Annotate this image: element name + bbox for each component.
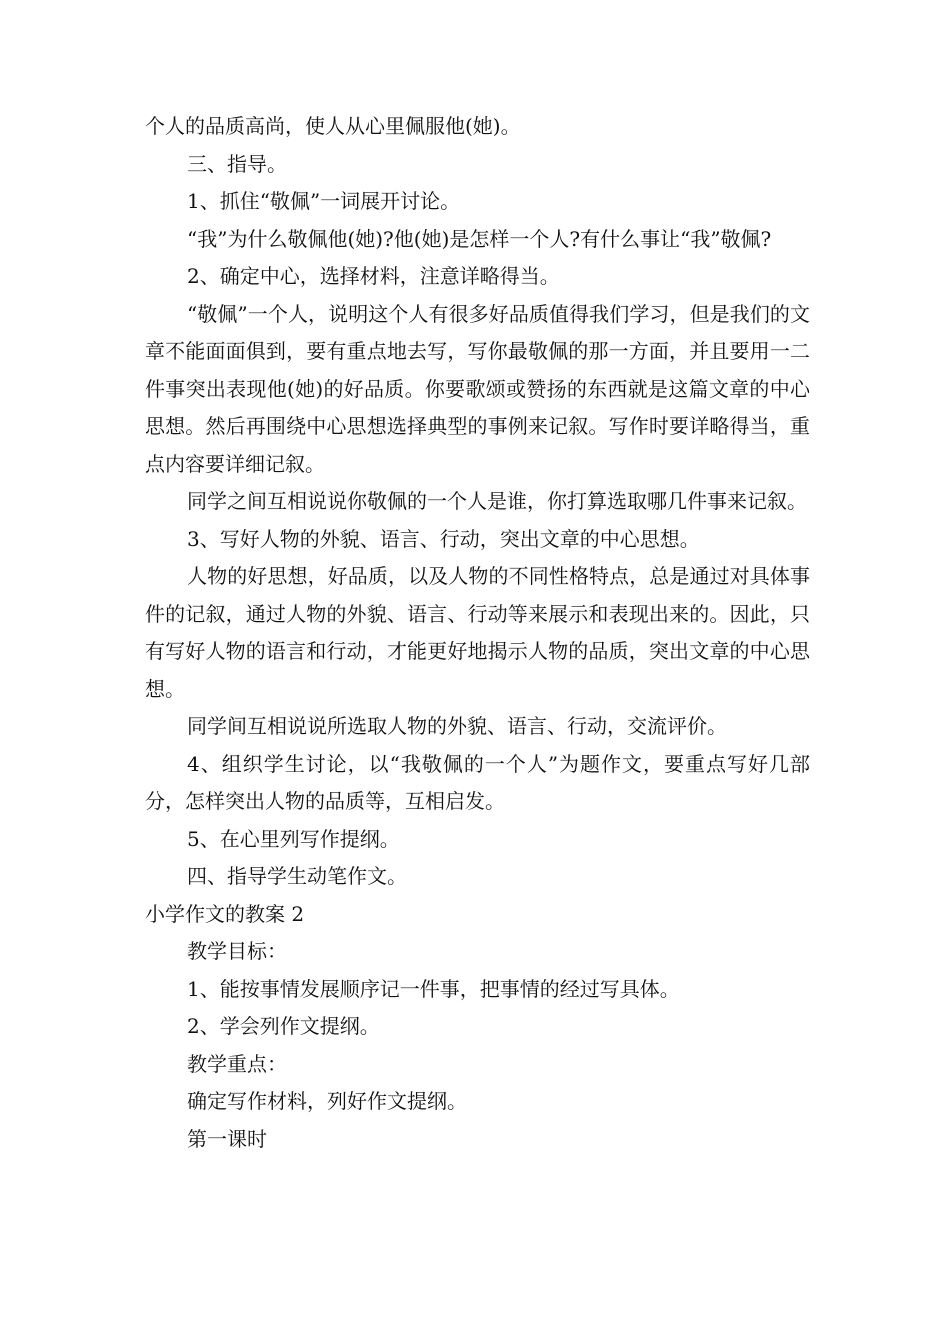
paragraph-questions: “我”为什么敬佩他(她)?他(她)是怎样一个人?有什么事让“我”敬佩?: [187, 226, 772, 251]
paragraph-continuation: 个人的品质高尚，使人从心里佩服他(她)。: [145, 114, 521, 138]
list-item-2: 2、确定中心，选择材料，注意详略得当。: [187, 264, 560, 288]
list-item-5: 5、在心里列写作提纲。: [187, 826, 400, 851]
first-lesson-heading: 第一课时: [187, 1126, 267, 1151]
teaching-focus-heading: 教学重点：: [187, 1051, 287, 1076]
paragraph-peer-review: 同学间互相说说所选取人物的外貌、语言、行动，交流评价。: [187, 714, 727, 738]
teaching-focus-text: 确定写作材料，列好作文提纲。: [187, 1089, 467, 1113]
list-item-3: 3、写好人物的外貌、语言、行动，突出文章的中心思想。: [187, 526, 700, 551]
paragraph-explanation: “敬佩”一个人，说明这个人有很多好品质值得我们学习，但是我们的文章不能面面俱到，要有重点地去写，写你最敬佩的那一方面，并且要用一二件事突出表现他(她)的好品质。你要歌颂或赞扬的东西就是这篇文章的中心思想。然后再围绕中心思想选择典型的事例来记叙。写作时要详略得当，重点内容要详细记叙。: [145, 301, 810, 476]
goal-item-1: 1、能按事情发展顺序记一件事，把事情的经过写具体。: [187, 976, 680, 1001]
paragraph-discussion: 同学之间互相说说你敬佩的一个人是谁，你打算选取哪几件事来记叙。: [187, 489, 807, 513]
section-heading-writing: 四、指导学生动笔作文。: [187, 864, 407, 888]
lesson-plan-title: 小学作文的教案 2: [145, 901, 305, 926]
teaching-goals-heading: 教学目标：: [187, 939, 287, 963]
list-item-4: 4、组织学生讨论，以“我敬佩的一个人”为题作文，要重点写好几部分，怎样突出人物的品质等，互相启发。: [145, 751, 810, 813]
section-heading-guidance: 三、指导。: [187, 151, 287, 176]
list-item-1: 1、抓住“敬佩”一词展开讨论。: [187, 189, 461, 213]
goal-item-2: 2、学会列作文提纲。: [187, 1014, 380, 1038]
document-page: [145, 108, 810, 1158]
paragraph-character: 人物的好思想，好品质，以及人物的不同性格特点，总是通过对具体事件的记叙，通过人物的外貌、语言、行动等来展示和表现出来的。因此，只有写好人物的语言和行动，才能更好地揭示人物的品质，突出文章的中心思想。: [145, 564, 810, 701]
